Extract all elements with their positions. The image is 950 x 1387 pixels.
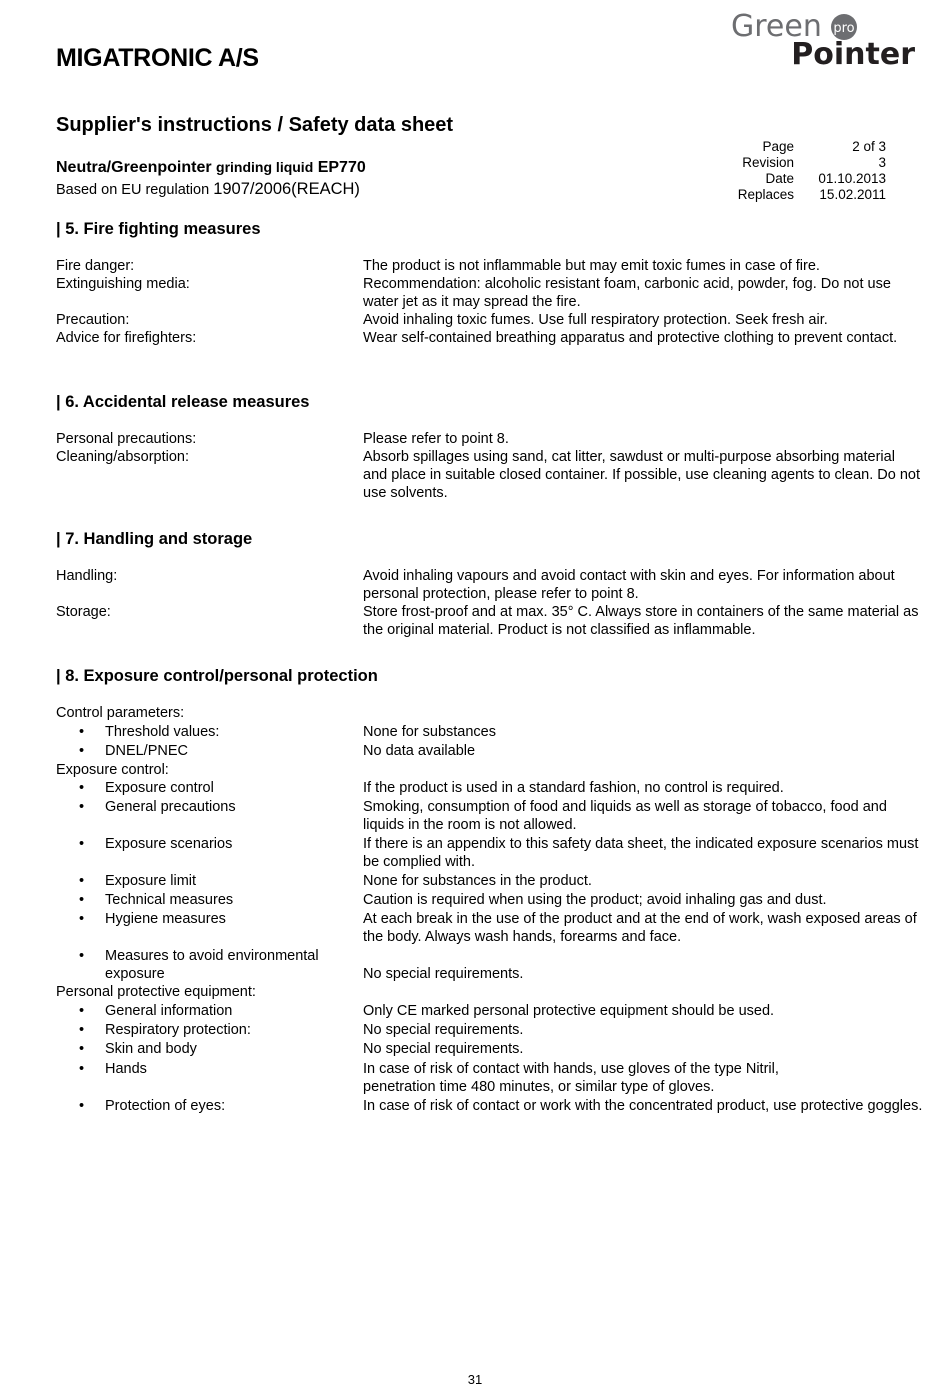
section-heading-handling-storage: | 7. Handling and storage <box>56 530 253 548</box>
meta-label: Replaces <box>737 187 794 202</box>
field-value: No special requirements. <box>363 1041 524 1057</box>
field-label: Technical measures <box>105 892 234 908</box>
bullet-icon: • <box>79 1098 85 1114</box>
field-value: Please refer to point 8. <box>363 431 509 447</box>
document-title: Supplier's instructions / Safety data sheet <box>56 114 454 136</box>
bullet-icon: • <box>79 799 85 815</box>
field-label: Exposure scenarios <box>105 836 233 852</box>
field-label: Hands <box>105 1061 147 1077</box>
bullet-icon: • <box>79 780 85 796</box>
field-value: Wear self-contained breathing apparatus and protective clothing to prevent contact. <box>363 330 898 346</box>
field-label: Cleaning/absorption: <box>56 449 190 465</box>
field-value: None for substances in the product. <box>363 873 592 889</box>
bullet-icon: • <box>79 1022 85 1038</box>
field-label: Exposure limit <box>105 873 197 889</box>
field-label: Respiratory protection: <box>105 1022 251 1038</box>
field-value: In case of risk of contact with hands, use gloves of the type Nitril, penetration time 480 minutes, or similar type of gloves. <box>363 1061 779 1096</box>
bullet-icon: • <box>79 911 85 927</box>
field-label: General information <box>105 1003 233 1019</box>
field-value: If there is an appendix to this safety data sheet, the indicated exposure scenarios must be complied with. <box>363 836 919 871</box>
field-value: Avoid inhaling toxic fumes. Use full respiratory protection. Seek fresh air. <box>363 312 828 328</box>
bullet-icon: • <box>79 1061 85 1077</box>
section-heading-exposure-control: | 8. Exposure control/personal protection <box>56 667 378 685</box>
field-label: Threshold values: <box>105 724 220 740</box>
field-label: Protection of eyes: <box>105 1098 226 1114</box>
field-value: No special requirements. <box>363 966 524 982</box>
meta-label: Date <box>765 171 794 186</box>
field-value: In case of risk of contact or work with the concentrated product, use protective goggles. <box>363 1098 923 1114</box>
subheading-exposure-control: Exposure control: <box>56 762 169 778</box>
meta-label: Page <box>762 139 794 154</box>
field-label: Advice for firefighters: <box>56 330 197 346</box>
logo-word-green: Green <box>731 9 822 44</box>
meta-value: 01.10.2013 <box>818 171 886 186</box>
field-label: Extinguishing media: <box>56 276 190 292</box>
regulation-line <box>56 180 360 199</box>
field-value: Avoid inhaling vapours and avoid contact with skin and eyes. For information about personal protection, please refer to point 8. <box>363 568 895 603</box>
regulation-number: 1907/2006(REACH) <box>213 180 360 198</box>
field-label: Skin and body <box>105 1041 197 1057</box>
field-label: Exposure control <box>105 780 214 796</box>
field-label: Personal precautions: <box>56 431 197 447</box>
field-value: At each break in the use of the product and at the end of work, wash exposed areas of the body. Always wash hands, forearms and face. <box>363 911 917 946</box>
bullet-icon: • <box>79 1041 85 1057</box>
meta-label: Revision <box>742 155 794 170</box>
logo-badge-text: pro <box>833 21 855 36</box>
bullet-icon: • <box>79 724 85 740</box>
product-name <box>56 159 366 177</box>
field-value: If the product is used in a standard fashion, no control is required. <box>363 780 784 796</box>
product-name-small: grinding liquid <box>216 159 314 175</box>
subheading-personal-protective-equipment: Personal protective equipment: <box>56 984 256 1000</box>
product-code: EP770 <box>317 159 366 176</box>
field-value: None for substances <box>363 724 496 740</box>
subheading-control-parameters: Control parameters: <box>56 705 185 721</box>
field-label: General precautions <box>105 799 236 815</box>
bullet-icon: • <box>79 892 85 908</box>
field-label: Fire danger: <box>56 258 135 274</box>
meta-value: 3 <box>878 155 886 170</box>
field-label: DNEL/PNEC <box>105 743 188 759</box>
meta-value: 2 of 3 <box>852 139 886 154</box>
bullet-icon: • <box>79 743 85 759</box>
logo-word-pointer: Pointer <box>791 37 915 72</box>
field-label: Storage: <box>56 604 111 620</box>
field-value: The product is not inflammable but may emit toxic fumes in case of fire. <box>363 258 820 274</box>
field-label: Handling: <box>56 568 118 584</box>
field-value: No data available <box>363 743 476 759</box>
field-label: Hygiene measures <box>105 911 226 927</box>
company-name: MIGATRONIC A/S <box>56 44 259 72</box>
field-value: Absorb spillages using sand, cat litter, sawdust or multi-purpose absorbing material and place in suitable closed container. If possible, use cleaning agents to clean. Do not use solvents. <box>363 449 921 502</box>
page-number: 31 <box>467 1372 483 1387</box>
meta-row-page <box>700 139 886 155</box>
section-heading-fire-fighting: | 5. Fire fighting measures <box>56 220 261 238</box>
greenpointer-logo <box>727 6 927 76</box>
meta-row-revision <box>700 155 886 171</box>
document-meta <box>700 139 886 203</box>
bullet-icon: • <box>79 873 85 889</box>
field-value: Recommendation: alcoholic resistant foam, carbonic acid, powder, fog. Do not use water jet as it may spread the fire. <box>363 276 891 311</box>
field-value: Smoking, consumption of food and liquids as well as storage of tobacco, food and liquids in the room is not allowed. <box>363 799 887 834</box>
meta-row-replaces <box>700 187 886 203</box>
meta-row-date <box>700 171 886 187</box>
bullet-icon: • <box>79 836 85 852</box>
field-label: Precaution: <box>56 312 130 328</box>
field-label: Measures to avoid environmental exposure <box>105 948 319 983</box>
meta-value: 15.02.2011 <box>819 187 886 202</box>
bullet-icon: • <box>79 948 85 964</box>
product-name-main: Neutra/Greenpointer <box>56 159 212 176</box>
bullet-icon: • <box>79 1003 85 1019</box>
section-heading-accidental-release: | 6. Accidental release measures <box>56 393 310 411</box>
field-value: Store frost-proof and at max. 35° C. Always store in containers of the same material as the original material. Product is not classified as inflammable. <box>363 604 919 639</box>
field-value: Only CE marked personal protective equipment should be used. <box>363 1003 775 1019</box>
field-value: No special requirements. <box>363 1022 524 1038</box>
regulation-prefix: Based on EU regulation <box>56 182 210 198</box>
field-value: Caution is required when using the product; avoid inhaling gas and dust. <box>363 892 827 908</box>
